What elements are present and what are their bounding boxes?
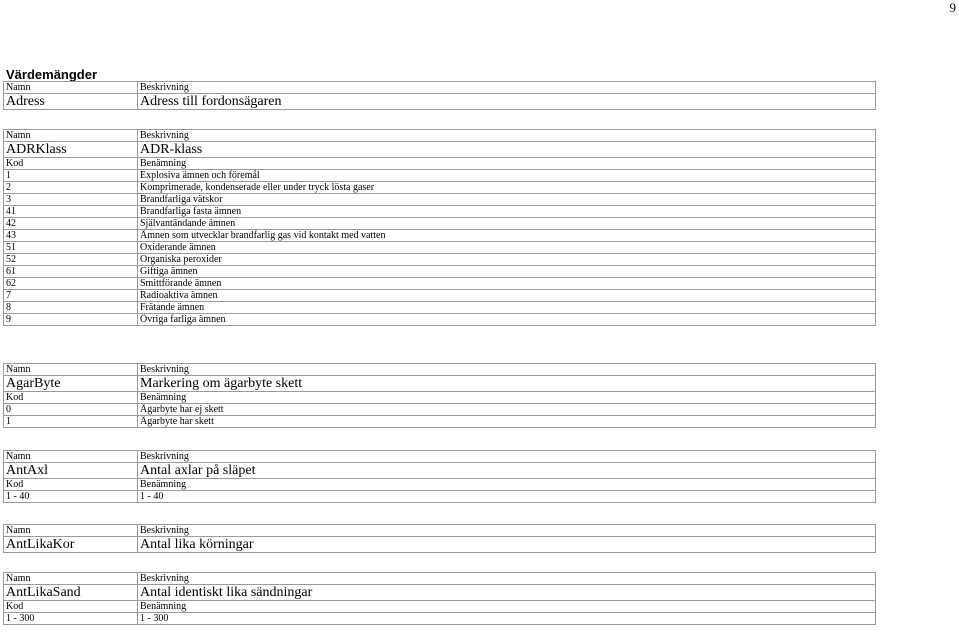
value-table-adrklass <box>3 129 876 326</box>
table-row <box>4 278 876 290</box>
benamning-cell: Giftiga ämnen <box>138 266 876 278</box>
kod-cell: 43 <box>4 230 138 242</box>
beskrivning-label: Beskrivning <box>138 451 876 463</box>
kod-cell: 61 <box>4 266 138 278</box>
kod-cell: 62 <box>4 278 138 290</box>
name-row <box>4 94 876 110</box>
benamning-cell: Radioaktiva ämnen <box>138 290 876 302</box>
value-set-description: Antal axlar på släpet <box>138 463 876 479</box>
page-number: 9 <box>949 0 956 15</box>
table-row <box>4 416 876 428</box>
kod-cell: 3 <box>4 194 138 206</box>
benamning-cell: Självantändande ämnen <box>138 218 876 230</box>
beskrivning-label: Beskrivning <box>138 130 876 142</box>
value-table-antlikasand <box>3 572 876 625</box>
table-row <box>4 613 876 625</box>
benamning-cell: Explosiva ämnen och föremål <box>138 170 876 182</box>
table-row <box>4 290 876 302</box>
header-row <box>4 573 876 585</box>
value-set-description: Markering om ägarbyte skett <box>138 376 876 392</box>
benamning-cell: Smittförande ämnen <box>138 278 876 290</box>
value-set-description: Antal identiskt lika sändningar <box>138 585 876 601</box>
benamning-cell: Organiska peroxider <box>138 254 876 266</box>
kod-cell: 1 - 40 <box>4 491 138 503</box>
header-row <box>4 364 876 376</box>
namn-label: Namn <box>4 364 138 376</box>
benamning-label: Benämning <box>138 392 876 404</box>
value-set-description: Antal lika körningar <box>138 537 876 553</box>
beskrivning-label: Beskrivning <box>138 82 876 94</box>
namn-label: Namn <box>4 451 138 463</box>
table-row <box>4 314 876 326</box>
table-row <box>4 218 876 230</box>
kod-cell: 7 <box>4 290 138 302</box>
kod-cell: 0 <box>4 404 138 416</box>
name-row <box>4 142 876 158</box>
value-set-name: AntLikaKor <box>4 537 138 553</box>
kod-label: Kod <box>4 158 138 170</box>
benamning-cell: Brandfarliga fasta ämnen <box>138 206 876 218</box>
name-row <box>4 463 876 479</box>
name-row <box>4 376 876 392</box>
benamning-label: Benämning <box>138 158 876 170</box>
kod-cell: 52 <box>4 254 138 266</box>
kod-cell: 51 <box>4 242 138 254</box>
name-row <box>4 537 876 553</box>
value-set-name: ADRKlass <box>4 142 138 158</box>
beskrivning-label: Beskrivning <box>138 525 876 537</box>
table-row <box>4 194 876 206</box>
kod-cell: 1 <box>4 416 138 428</box>
value-table-agarbyte <box>3 363 876 428</box>
kod-cell: 2 <box>4 182 138 194</box>
benamning-cell: Komprimerade, kondenserade eller under tryck lösta gaser <box>138 182 876 194</box>
value-table-adress <box>3 81 876 110</box>
kod-label: Kod <box>4 479 138 491</box>
kod-cell: 42 <box>4 218 138 230</box>
benamning-cell: Ämnen som utvecklar brandfarlig gas vid kontakt med vatten <box>138 230 876 242</box>
table-row <box>4 254 876 266</box>
benamning-cell: Ägarbyte har ej skett <box>138 404 876 416</box>
benamning-cell: Brandfarliga vätskor <box>138 194 876 206</box>
header-row <box>4 525 876 537</box>
benamning-cell: 1 - 40 <box>138 491 876 503</box>
table-row <box>4 266 876 278</box>
table-row <box>4 302 876 314</box>
benamning-cell: Ägarbyte har skett <box>138 416 876 428</box>
value-table-antlikakor <box>3 524 876 553</box>
value-set-name: AgarByte <box>4 376 138 392</box>
value-set-description: Adress till fordonsägaren <box>138 94 876 110</box>
namn-label: Namn <box>4 525 138 537</box>
benamning-cell: Frätande ämnen <box>138 302 876 314</box>
kod-header-row <box>4 601 876 613</box>
table-row <box>4 182 876 194</box>
beskrivning-label: Beskrivning <box>138 573 876 585</box>
section-title: Värdemängder <box>6 67 98 82</box>
name-row <box>4 585 876 601</box>
value-set-name: AntAxl <box>4 463 138 479</box>
table-row <box>4 404 876 416</box>
kod-label: Kod <box>4 392 138 404</box>
namn-label: Namn <box>4 82 138 94</box>
table-row <box>4 206 876 218</box>
table-row <box>4 170 876 182</box>
benamning-cell: 1 - 300 <box>138 613 876 625</box>
header-row <box>4 451 876 463</box>
value-set-name: AntLikaSand <box>4 585 138 601</box>
kod-header-row <box>4 158 876 170</box>
kod-cell: 8 <box>4 302 138 314</box>
kod-cell: 41 <box>4 206 138 218</box>
table-row <box>4 230 876 242</box>
header-row <box>4 130 876 142</box>
value-table-antaxl <box>3 450 876 503</box>
value-set-name: Adress <box>4 94 138 110</box>
header-row <box>4 82 876 94</box>
kod-cell: 9 <box>4 314 138 326</box>
benamning-label: Benämning <box>138 479 876 491</box>
kod-cell: 1 <box>4 170 138 182</box>
table-row <box>4 242 876 254</box>
benamning-cell: Övriga farliga ämnen <box>138 314 876 326</box>
namn-label: Namn <box>4 130 138 142</box>
kod-label: Kod <box>4 601 138 613</box>
benamning-label: Benämning <box>138 601 876 613</box>
kod-header-row <box>4 479 876 491</box>
beskrivning-label: Beskrivning <box>138 364 876 376</box>
namn-label: Namn <box>4 573 138 585</box>
kod-header-row <box>4 392 876 404</box>
benamning-cell: Oxiderande ämnen <box>138 242 876 254</box>
value-set-description: ADR-klass <box>138 142 876 158</box>
kod-cell: 1 - 300 <box>4 613 138 625</box>
table-row <box>4 491 876 503</box>
